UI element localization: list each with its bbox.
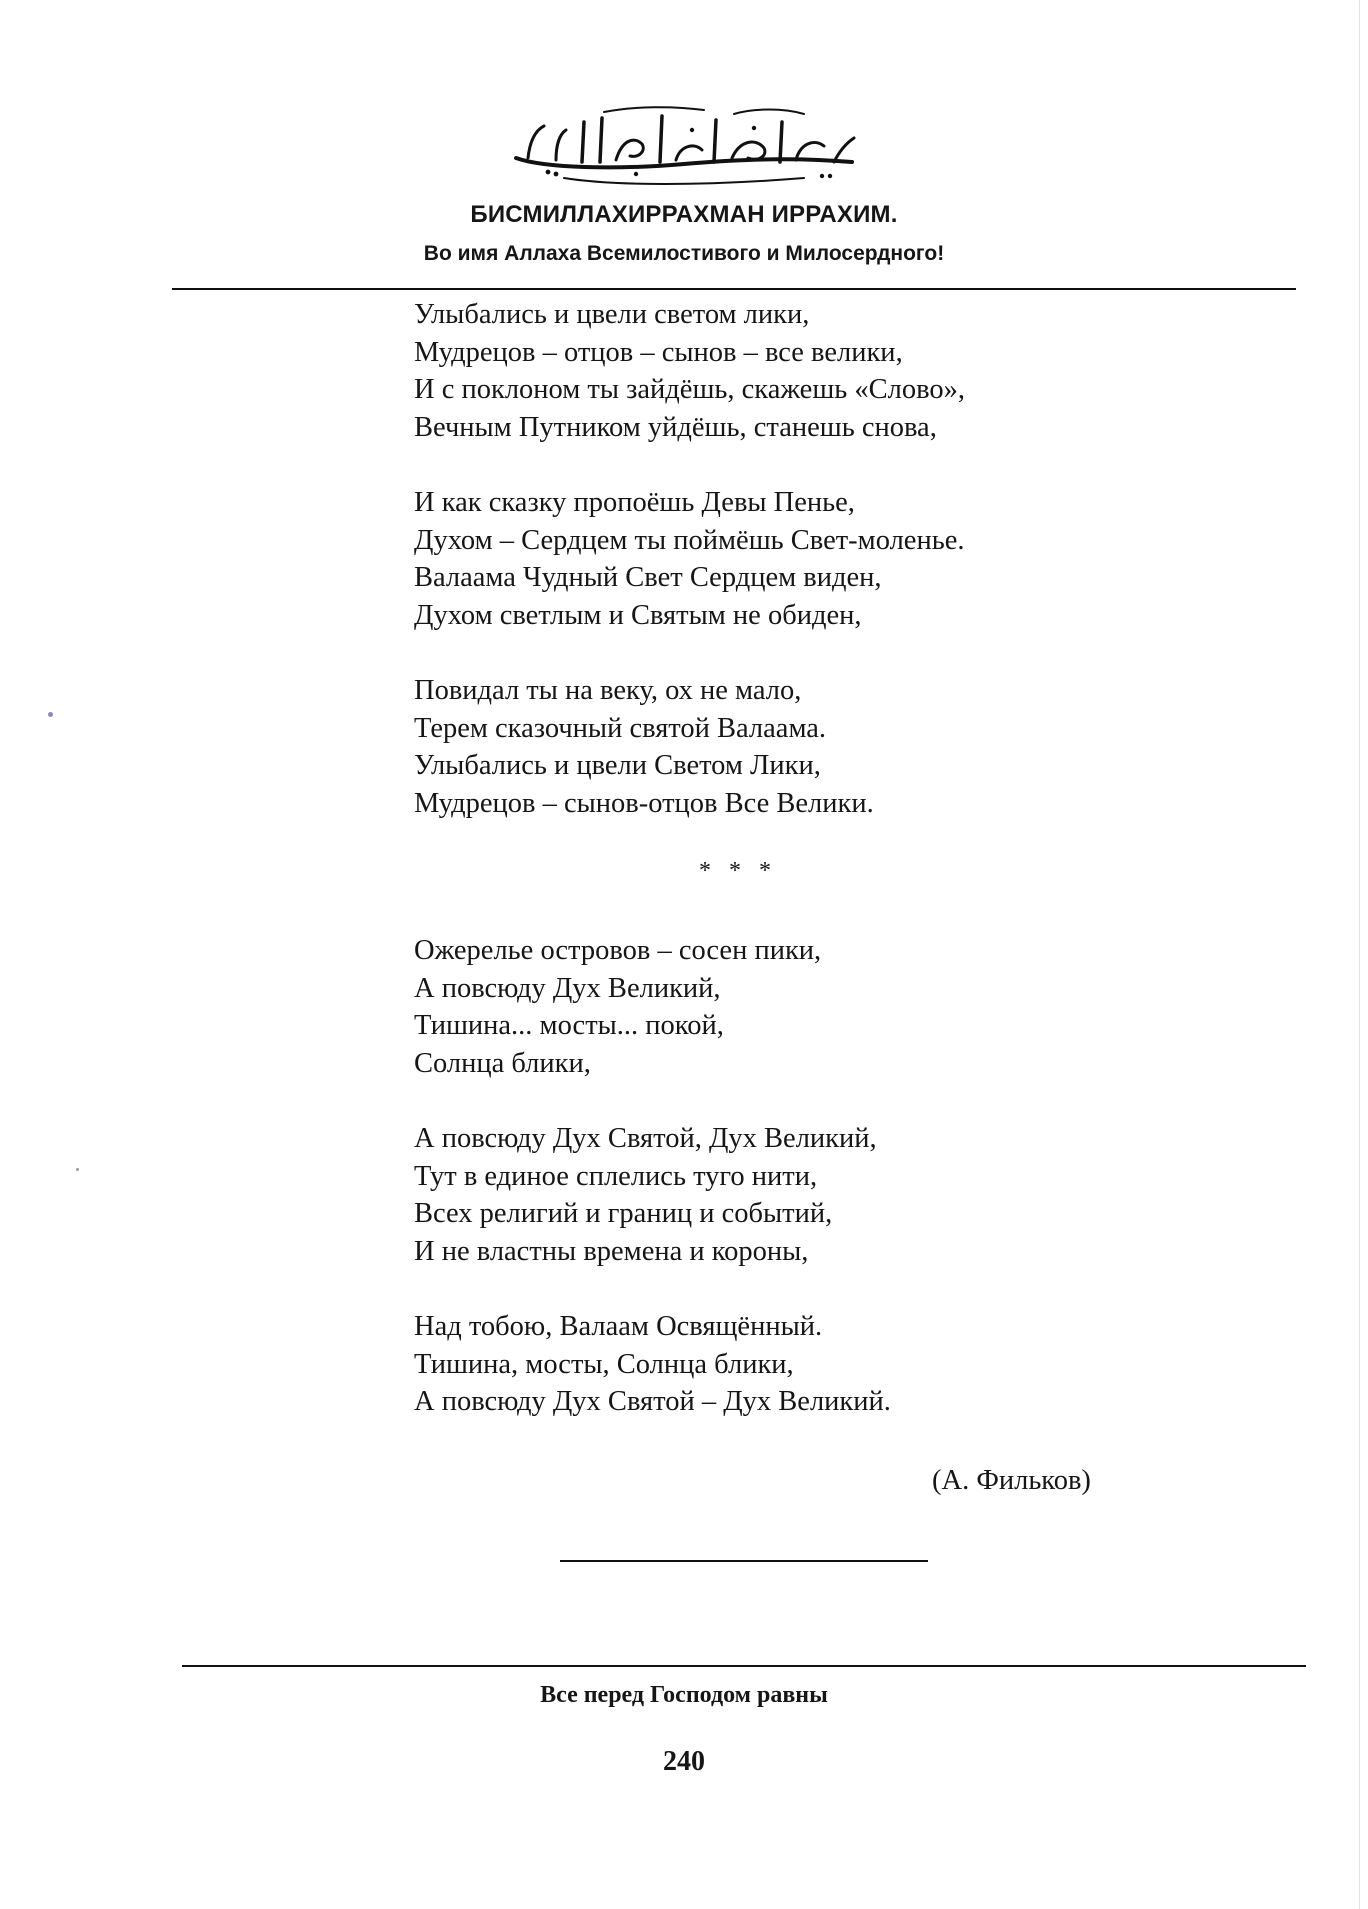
poem-line: Тут в единое сплелись туго нити, [414,1160,818,1192]
footer-divider [182,1665,1306,1667]
poem-line: Тишина, мосты, Солнца блики, [414,1348,794,1380]
poem-line: А повсюду Дух Святой – Дух Великий. [414,1386,891,1417]
page-edge [1359,0,1360,1909]
poem-line: Солнца блики, [414,1047,591,1079]
stanza-2 [414,484,1174,634]
poem-line: Всех религий и границ и событий, [414,1198,833,1229]
header-title: БИСМИЛЛАХИРРАХМАН ИРРАХИМ. [470,201,898,228]
page-number: 240 [663,1746,705,1777]
author-attribution: (А. Фильков) [932,1465,1091,1496]
poem-line: И как сказку пропоёшь Девы Пенье, [414,487,855,518]
poem-line: Повидал ты на веку, ох не мало, [414,675,802,706]
header-divider [172,288,1296,290]
arabic-basmala-calligraphy [504,100,864,192]
stanza-6 [414,1308,1174,1421]
header [0,100,1368,268]
poem-line: Мудрецов – отцов – сынов – все велики, [414,336,903,368]
stanza-3 [414,672,1174,822]
stanza-separator: * * * [699,858,777,884]
footer-title: Все перед Господом равны [540,1682,828,1708]
poem-part-1 [414,296,1174,860]
poem-line: Валаама Чудный Свет Сердцем виден, [414,562,882,593]
scan-speck [48,712,53,717]
poem-line: А повсюду Дух Великий, [414,972,721,1004]
poem-line: Вечным Путником уйдёшь, станешь снова, [414,411,937,443]
poem-line: Улыбались и цвели Светом Лики, [414,750,821,781]
header-subtitle: Во имя Аллаха Всемилостивого и Милосердного! [423,242,945,265]
poem-line: И с поклоном ты зайдёшь, скажешь «Слово», [414,374,966,405]
poem-line: Духом светлым и Святым не обиден, [414,599,862,631]
stanza-1 [414,296,1174,446]
poem-line: Ожерелье островов – сосен пики, [414,935,822,966]
stanza-4 [414,932,1174,1082]
poem-line: Улыбались и цвели светом лики, [414,299,810,330]
poem-line: Духом – Сердцем ты поймёшь Свет-моленье. [414,524,965,556]
end-divider [560,1560,928,1562]
stanza-5 [414,1120,1174,1270]
poem-part-2 [414,932,1174,1459]
poem-line: Мудрецов – сынов-отцов Все Велики. [414,787,874,819]
poem-line: И не властны времена и короны, [414,1235,809,1267]
poem-line: Тишина... мосты... покой, [414,1010,724,1041]
poem-line: А повсюду Дух Святой, Дух Великий, [414,1123,877,1154]
poem-line: Терем сказочный святой Валаама. [414,712,827,744]
scan-speck [76,1168,79,1171]
poem-line: Над тобою, Валаам Освящённый. [414,1311,823,1342]
